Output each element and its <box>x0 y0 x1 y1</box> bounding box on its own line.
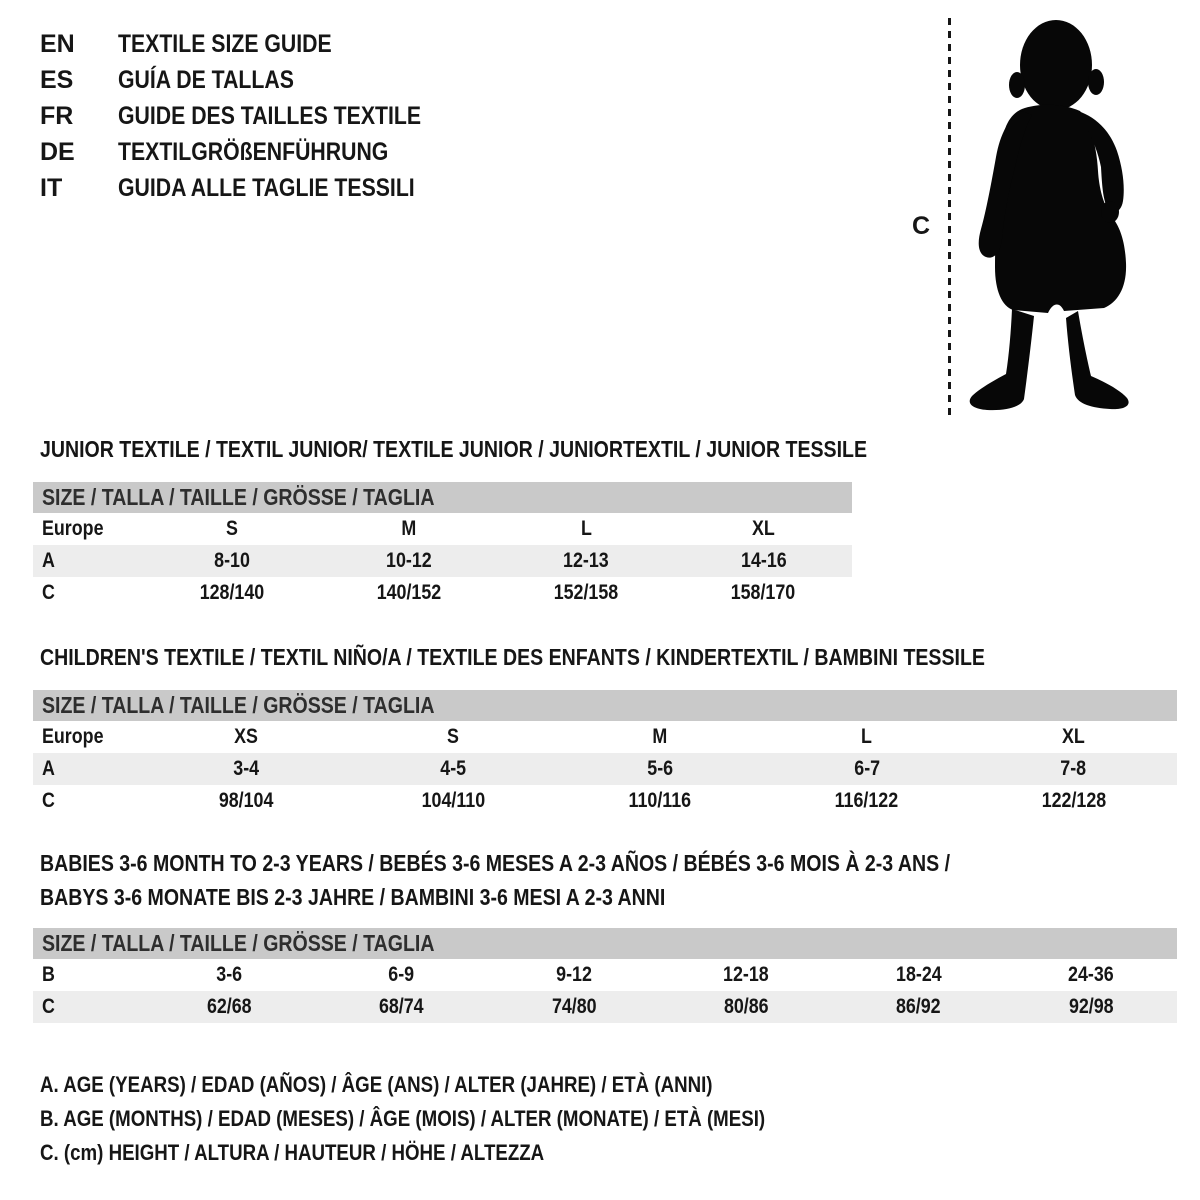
language-row-es <box>40 62 475 98</box>
table-cell: M <box>401 517 417 540</box>
table-cell: 7-8 <box>1060 757 1087 780</box>
section-title-text-line2: BABYS 3-6 MONATE BIS 2-3 JAHRE / BAMBINI 3-6 MESI A 2-3 ANNI <box>40 884 666 910</box>
guide-title-en: TEXTILE SIZE GUIDE <box>118 29 332 58</box>
table-cell: 80/86 <box>723 995 769 1018</box>
table-cell: XS <box>234 725 259 748</box>
table-cell: 9-12 <box>555 963 592 986</box>
table-cell: 92/98 <box>1068 995 1114 1018</box>
table-cell: 74/80 <box>551 995 597 1018</box>
language-code: FR <box>40 101 74 130</box>
row-label: B <box>42 963 55 986</box>
table-row <box>33 991 1177 1023</box>
language-code: IT <box>40 173 63 202</box>
section-title <box>40 436 868 462</box>
guide-title-fr: GUIDE DES TAILLES TEXTILE <box>118 101 422 130</box>
legend-text-c: C. (cm) HEIGHT / ALTURA / HAUTEUR / HÖHE / ALTEZZA <box>40 1140 545 1165</box>
table-cell: 158/170 <box>731 581 796 604</box>
legend <box>40 1068 893 1170</box>
language-title-list <box>40 26 475 206</box>
table-cell: 24-36 <box>1067 963 1114 986</box>
size-header-bar <box>33 690 1177 721</box>
table-cell: 10-12 <box>386 549 432 572</box>
table-row <box>33 577 852 609</box>
row-label: C <box>42 789 55 812</box>
row-label: Europe <box>42 517 104 540</box>
table-cell: 3-6 <box>216 963 243 986</box>
language-row-en <box>40 26 475 62</box>
size-header-text: SIZE / TALLA / TAILLE / GRÖSSE / TAGLIA <box>42 692 435 718</box>
table-row <box>33 545 852 577</box>
language-row-fr <box>40 98 475 134</box>
table-cell: 140/152 <box>376 581 442 604</box>
table-cell: 6-7 <box>853 757 880 780</box>
row-label: C <box>42 995 55 1018</box>
height-measure-line <box>948 18 951 416</box>
table-cell: S <box>447 725 460 748</box>
table-row <box>33 513 852 545</box>
language-row-it <box>40 170 475 206</box>
table-cell: 14-16 <box>740 549 787 572</box>
table-cell: 116/122 <box>835 789 899 812</box>
size-header-bar <box>33 928 1177 959</box>
size-header-text: SIZE / TALLA / TAILLE / GRÖSSE / TAGLIA <box>42 484 435 510</box>
section-title-text: JUNIOR TEXTILE / TEXTIL JUNIOR/ TEXTILE JUNIOR / JUNIORTEXTIL / JUNIOR TESSILE <box>40 436 868 462</box>
table-cell: 5-6 <box>647 757 673 780</box>
language-row-de <box>40 134 475 170</box>
section-babies-textile <box>33 846 1177 1023</box>
table-row <box>33 785 1177 817</box>
section-childrens-textile <box>33 644 1177 817</box>
section-title-text-line1: BABIES 3-6 MONTH TO 2-3 YEARS / BEBÉS 3-6 MESES A 2-3 AÑOS / BÉBÉS 3-6 MOIS À 2-3 ANS / <box>40 850 951 876</box>
table-row <box>33 721 1177 753</box>
babies-size-table <box>33 959 1177 1023</box>
section-title <box>40 846 1177 914</box>
table-cell: 122/128 <box>1041 789 1106 812</box>
table-row <box>33 959 1177 991</box>
guide-title-it: GUIDA ALLE TAGLIE TESSILI <box>118 173 415 202</box>
section-junior-textile <box>33 436 868 609</box>
table-cell: 98/104 <box>219 789 274 812</box>
table-cell: L <box>861 725 873 748</box>
toddler-silhouette-image <box>960 15 1150 420</box>
legend-line-b <box>40 1102 893 1136</box>
row-label: A <box>42 757 55 780</box>
table-cell: 18-24 <box>895 963 942 986</box>
table-cell: 68/74 <box>379 995 424 1018</box>
section-title-text: CHILDREN'S TEXTILE / TEXTIL NIÑO/A / TEXTILE DES ENFANTS / KINDERTEXTIL / BAMBINI TESSILE <box>40 644 985 670</box>
row-label: Europe <box>42 725 104 748</box>
table-cell: M <box>652 725 668 748</box>
height-measure-label: C <box>912 212 931 240</box>
junior-size-table <box>33 513 852 609</box>
table-cell: 86/92 <box>896 995 941 1018</box>
table-cell: L <box>580 517 592 540</box>
table-cell: 110/116 <box>628 789 692 812</box>
language-code: EN <box>40 29 75 58</box>
legend-line-a <box>40 1068 893 1102</box>
table-cell: 6-9 <box>388 963 415 986</box>
guide-title-de: TEXTILGRÖßENFÜHRUNG <box>118 137 389 166</box>
table-cell: 128/140 <box>199 581 264 604</box>
guide-title-es: GUÍA DE TALLAS <box>118 65 294 94</box>
table-cell: S <box>225 517 238 540</box>
table-row <box>33 753 1177 785</box>
silhouette-head <box>1020 20 1092 110</box>
legend-text-b: B. AGE (MONTHS) / EDAD (MESES) / ÂGE (MOIS) / ALTER (MONATE) / ETÀ (MESI) <box>40 1106 766 1131</box>
table-cell: 12-18 <box>723 963 769 986</box>
table-cell: 12-13 <box>563 549 609 572</box>
language-code: DE <box>40 137 75 166</box>
table-cell: 62/68 <box>206 995 252 1018</box>
language-code: ES <box>40 65 74 94</box>
children-size-table <box>33 721 1177 817</box>
size-header-text: SIZE / TALLA / TAILLE / GRÖSSE / TAGLIA <box>42 930 435 956</box>
row-label: C <box>42 581 55 604</box>
table-cell: 8-10 <box>213 549 250 572</box>
row-label: A <box>42 549 55 572</box>
table-cell: XL <box>1062 725 1086 748</box>
legend-text-a: A. AGE (YEARS) / EDAD (AÑOS) / ÂGE (ANS) / ALTER (JAHRE) / ETÀ (ANNI) <box>40 1072 713 1097</box>
table-cell: 104/110 <box>421 789 485 812</box>
table-cell: 152/158 <box>553 581 619 604</box>
size-header-bar <box>33 482 852 513</box>
table-cell: 4-5 <box>440 757 467 780</box>
table-cell: XL <box>751 517 775 540</box>
section-title <box>40 644 1177 670</box>
legend-line-c <box>40 1136 893 1170</box>
table-cell: 3-4 <box>233 757 260 780</box>
